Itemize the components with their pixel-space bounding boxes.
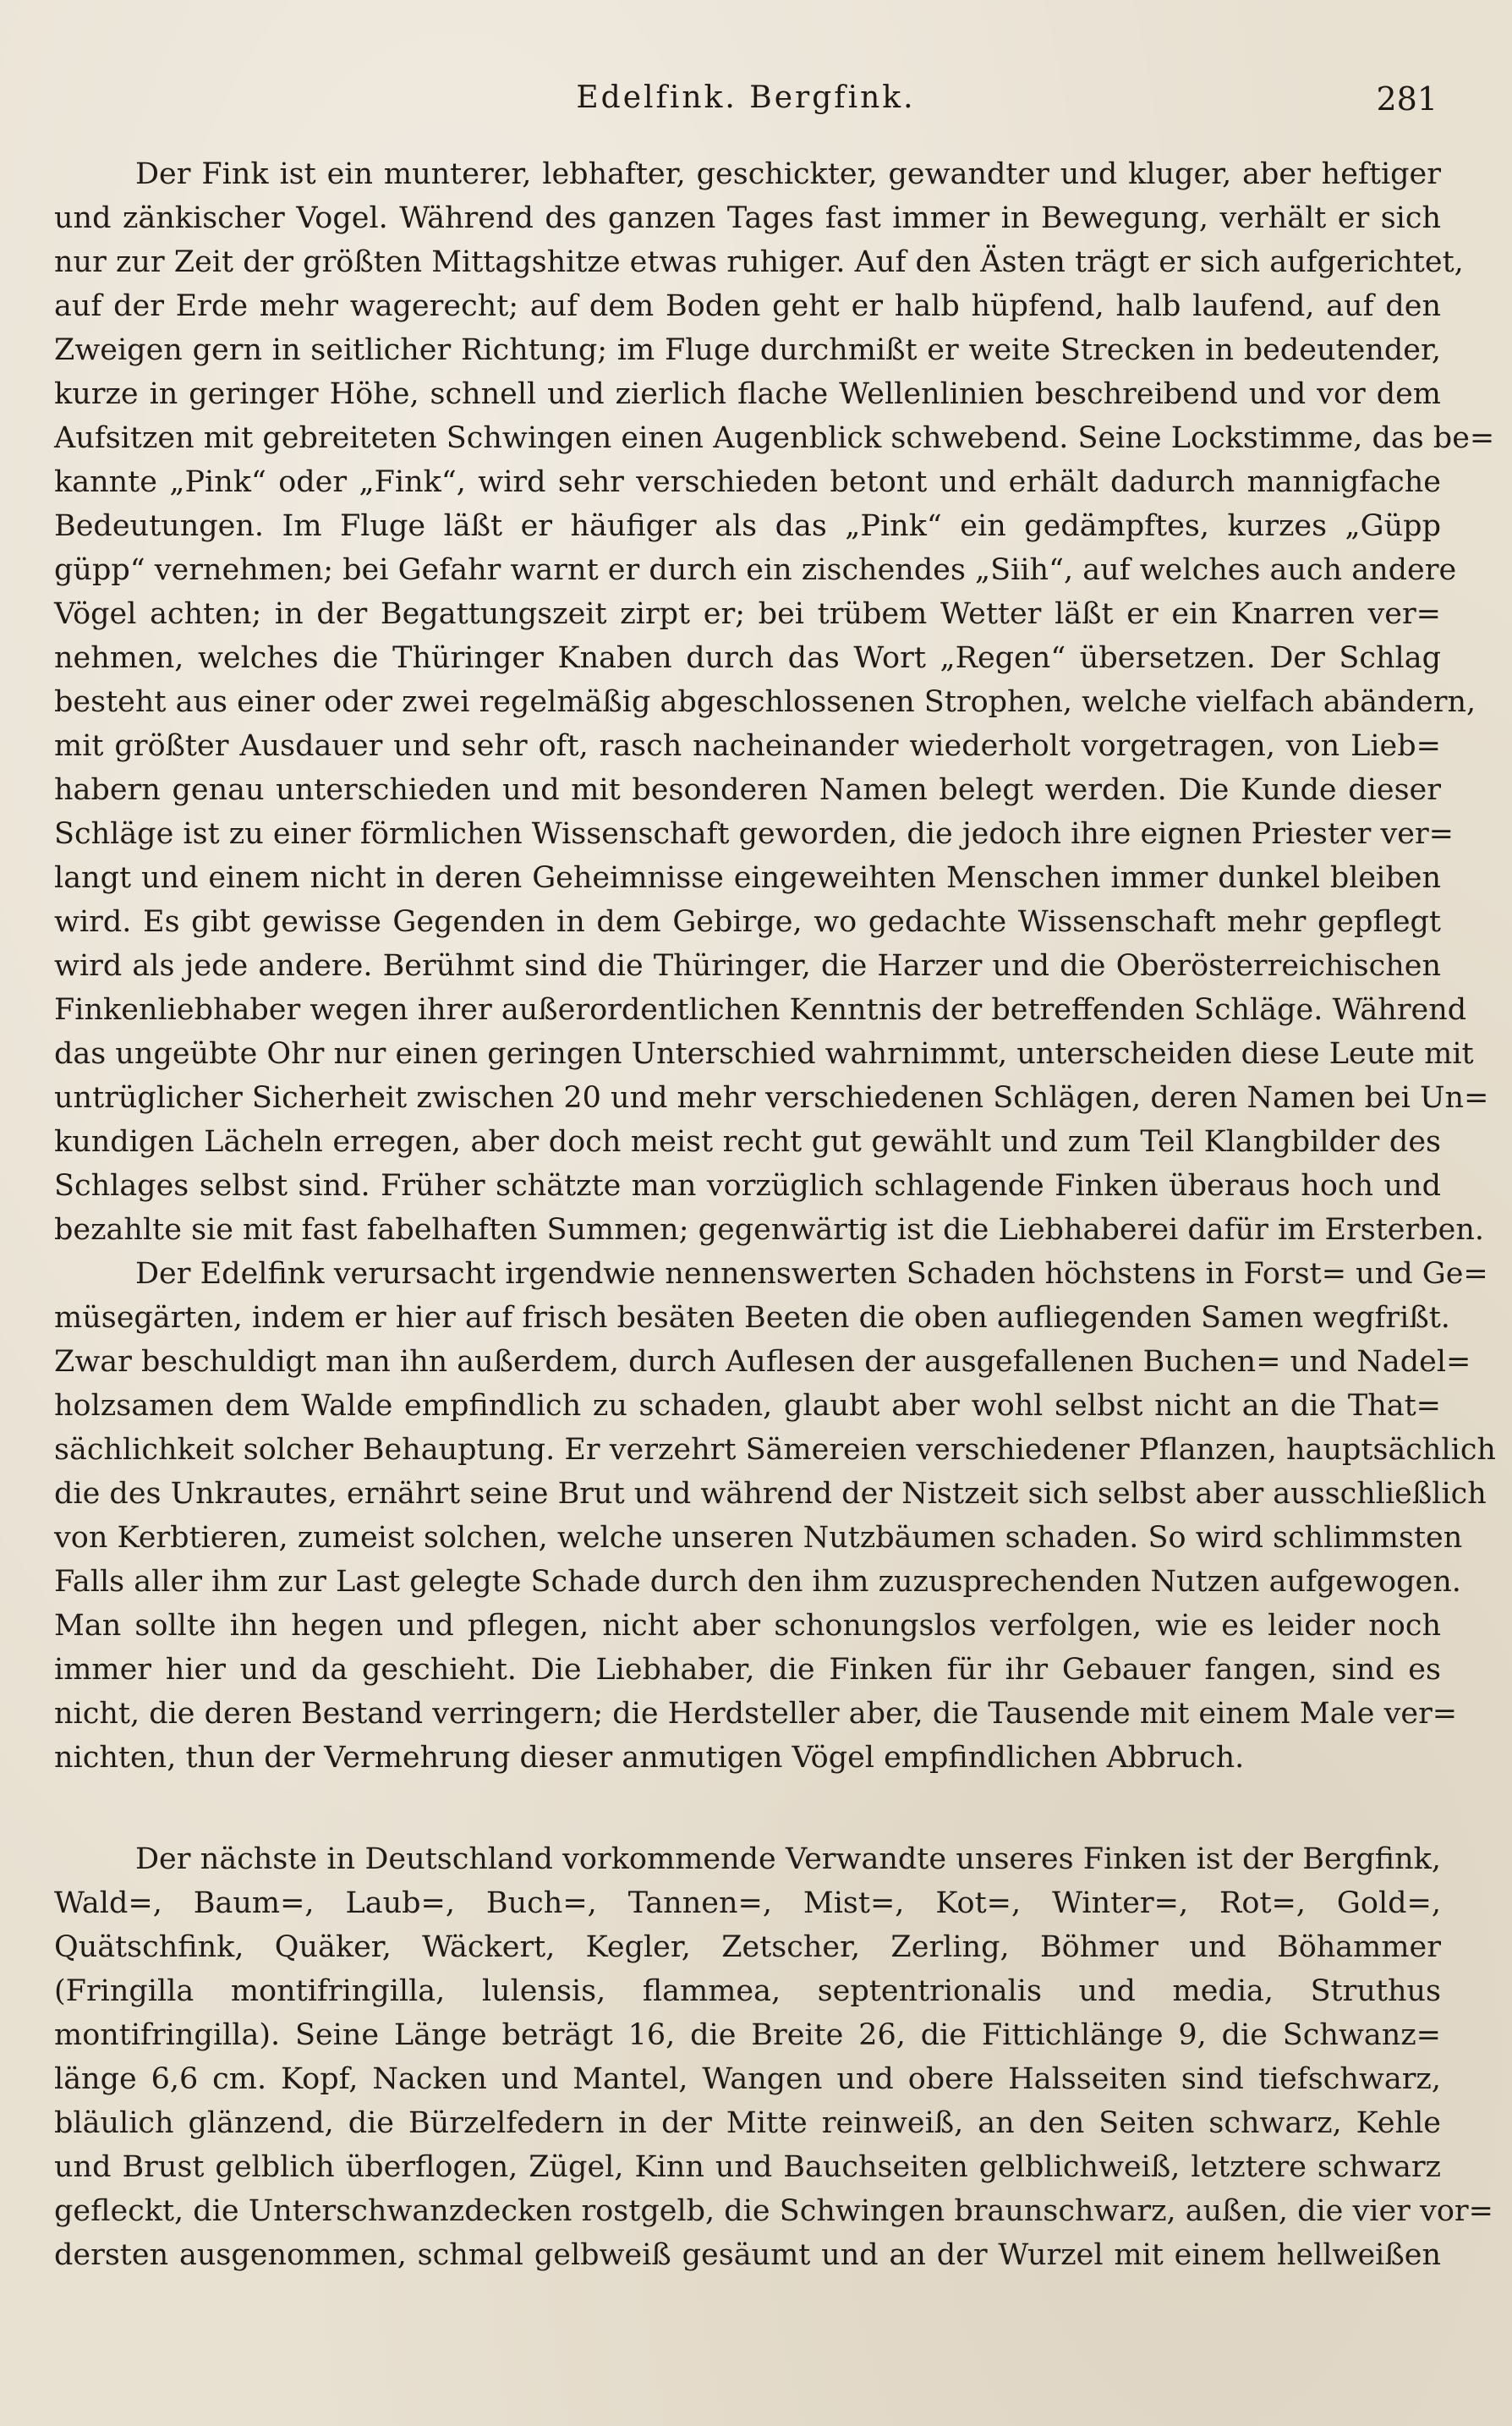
text-line: montifringilla). Seine Länge beträgt 16, die Breite 26, die Fittichlänge 9, die Schwanz=: [54, 2018, 1441, 2052]
text-line: Zwar beschuldigt man ihn außerdem, durch Auflesen der ausgefallenen Buchen= und Nadel=: [54, 1345, 1471, 1379]
text-line: wird. Es gibt gewisse Gegenden in dem Gebirge, wo gedachte Wissenschaft mehr gepflegt: [54, 905, 1441, 939]
text-line: Finkenliebhaber wegen ihrer außerordentlichen Kenntnis der betreffenden Schläge. Während: [54, 993, 1467, 1027]
text-line: Bedeutungen. Im Fluge läßt er häufiger als das „Pink“ ein gedämpftes, kurzes „Güpp: [54, 509, 1441, 543]
text-line: holzsamen dem Walde empfindlich zu schaden, glaubt aber wohl selbst nicht an die That=: [54, 1389, 1441, 1423]
text-line: besteht aus einer oder zwei regelmäßig abgeschlossenen Strophen, welche vielfach abändern,: [54, 685, 1476, 719]
text-line: Schläge ist zu einer förmlichen Wissenschaft geworden, die jedoch ihre eignen Priester ver=: [54, 817, 1454, 851]
text-line: länge 6,6 cm. Kopf, Nacken und Mantel, Wangen und obere Halsseiten sind tiefschwarz,: [54, 2062, 1441, 2096]
text-line: Quätschfink, Quäker, Wäckert, Kegler, Zetscher, Zerling, Böhmer und Böhammer: [54, 1930, 1441, 1964]
text-line: immer hier und da geschieht. Die Liebhaber, die Finken für ihr Gebauer fangen, sind es: [54, 1653, 1441, 1687]
text-line: die des Unkrautes, ernährt seine Brut und während der Nistzeit sich selbst aber ausschließlich: [54, 1477, 1487, 1511]
text-line: Der Edelfink verursacht irgendwie nennenswerten Schaden höchstens in Forst= und Ge=: [135, 1257, 1488, 1291]
text-line: kundigen Lächeln erregen, aber doch meist recht gut gewählt und zum Teil Klangbilder des: [54, 1125, 1441, 1159]
text-line: dersten ausgenommen, schmal gelbweiß gesäumt und an der Wurzel mit einem hellweißen: [54, 2238, 1441, 2272]
page-header: [54, 80, 1438, 131]
text-line: müsegärten, indem er hier auf frisch besäten Beeten die oben aufliegenden Samen wegfrißt.: [54, 1301, 1450, 1335]
text-line: auf der Erde mehr wagerecht; auf dem Boden geht er halb hüpfend, halb laufend, auf den: [54, 289, 1441, 323]
running-title: Edelfink. Bergfink.: [576, 80, 916, 115]
text-line: Zweigen gern in seitlicher Richtung; im Fluge durchmißt er weite Strecken in bedeutender,: [54, 333, 1441, 367]
text-line: güpp“ vernehmen; bei Gefahr warnt er durch ein zischendes „Siih“, auf welches auch andere: [54, 553, 1457, 587]
text-line: kurze in geringer Höhe, schnell und zierlich flache Wellenlinien beschreibend und vor dem: [54, 377, 1441, 411]
text-line: langt und einem nicht in deren Geheimnisse eingeweihten Menschen immer dunkel bleiben: [54, 861, 1441, 895]
text-line: nichten, thun der Vermehrung dieser anmutigen Vögel empfindlichen Abbruch.: [54, 1741, 1245, 1775]
text-line: Wald=, Baum=, Laub=, Buch=, Tannen=, Mist=, Kot=, Winter=, Rot=, Gold=,: [54, 1886, 1441, 1920]
text-line: das ungeübte Ohr nur einen geringen Unterschied wahrnimmt, unterscheiden diese Leute mit: [54, 1037, 1474, 1071]
text-line: nehmen, welches die Thüringer Knaben durch das Wort „Regen“ übersetzen. Der Schlag: [54, 641, 1441, 675]
text-line: (Fringilla montifringilla, lulensis, flammea, septentrionalis und media, Struthus: [54, 1974, 1441, 2008]
text-line: Schlages selbst sind. Früher schätzte man vorzüglich schlagende Finken überaus hoch und: [54, 1169, 1441, 1203]
text-line: wird als jede andere. Berühmt sind die Thüringer, die Harzer und die Oberösterreichischen: [54, 949, 1441, 983]
text-line: Aufsitzen mit gebreiteten Schwingen einen Augenblick schwebend. Seine Lockstimme, das be=: [54, 421, 1495, 455]
text-line: untrüglicher Sicherheit zwischen 20 und mehr verschiedenen Schlägen, deren Namen bei Un=: [54, 1081, 1489, 1115]
text-line: Der Fink ist ein munterer, lebhafter, geschickter, gewandter und kluger, aber heftiger: [135, 157, 1441, 191]
page-number: 281: [1376, 80, 1438, 118]
text-line: nur zur Zeit der größten Mittagshitze etwas ruhiger. Auf den Ästen trägt er sich aufgerichtet,: [54, 245, 1464, 279]
text-line: bläulich glänzend, die Bürzelfedern in der Mitte reinweiß, an den Seiten schwarz, Kehle: [54, 2106, 1441, 2140]
text-line: Vögel achten; in der Begattungszeit zirpt er; bei trübem Wetter läßt er ein Knarren ver=: [54, 597, 1441, 631]
text-line: kannte „Pink“ oder „Fink“, wird sehr verschieden betont und erhält dadurch mannigfache: [54, 465, 1441, 499]
text-line: Der nächste in Deutschland vorkommende Verwandte unseres Finken ist der Bergfink,: [135, 1842, 1441, 1876]
text-line: und zänkischer Vogel. Während des ganzen Tages fast immer in Bewegung, verhält er sich: [54, 201, 1441, 235]
text-line: Man sollte ihn hegen und pflegen, nicht aber schonungslos verfolgen, wie es leider noch: [54, 1609, 1441, 1643]
text-line: von Kerbtieren, zumeist solchen, welche unseren Nutzbäumen schaden. So wird schlimmsten: [54, 1521, 1463, 1555]
text-line: bezahlte sie mit fast fabelhaften Summen; gegenwärtig ist die Liebhaberei dafür im Ersterben.: [54, 1213, 1485, 1247]
text-line: mit größter Ausdauer und sehr oft, rasch nacheinander wiederholt vorgetragen, von Lieb=: [54, 729, 1441, 763]
text-line: gefleckt, die Unterschwanzdecken rostgelb, die Schwingen braunschwarz, außen, die vier vor=: [54, 2194, 1493, 2228]
text-line: und Brust gelblich überflogen, Zügel, Kinn und Bauchseiten gelblichweiß, letztere schwarz: [54, 2150, 1441, 2184]
text-line: sächlichkeit solcher Behauptung. Er verzehrt Sämereien verschiedener Pflanzen, hauptsächlich: [54, 1433, 1496, 1467]
text-line: nicht, die deren Bestand verringern; die Herdsteller aber, die Tausende mit einem Male ver=: [54, 1697, 1458, 1731]
text-line: Falls aller ihm zur Last gelegte Schade durch den ihm zuzusprechenden Nutzen aufgewogen.: [54, 1565, 1461, 1599]
text-line: habern genau unterschieden und mit besonderen Namen belegt werden. Die Kunde dieser: [54, 773, 1441, 807]
